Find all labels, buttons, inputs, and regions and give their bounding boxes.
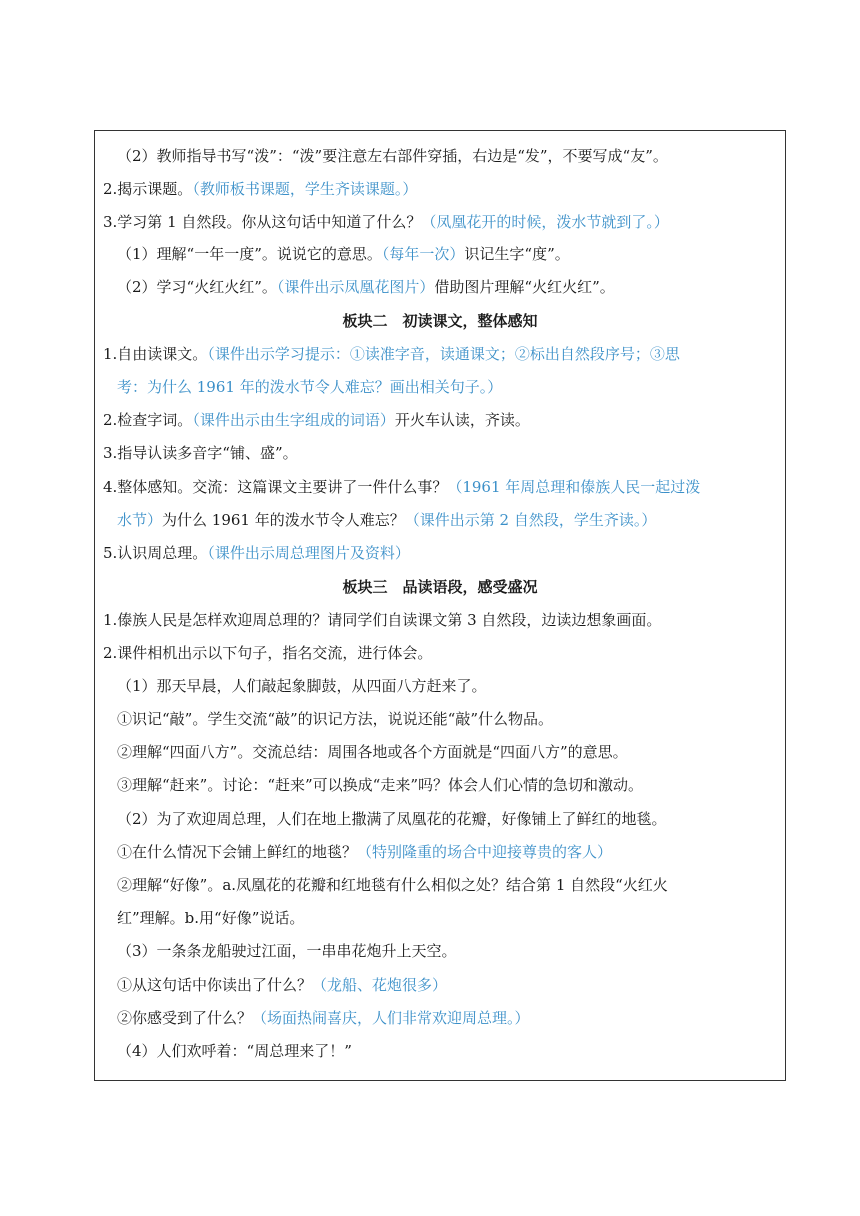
- text-segment: 1.自由读课文。: [103, 345, 208, 363]
- text-line: [95, 842, 807, 862]
- text-line: [95, 244, 807, 264]
- text-segment: （4）人们欢呼着：“周总理来了！”: [117, 1042, 352, 1060]
- answer-hint: （课件出示周总理图片及资料）: [207, 544, 410, 562]
- text-segment: ②你感受到了什么？: [117, 1009, 253, 1027]
- text-line: [95, 908, 807, 928]
- text-line: [95, 477, 793, 497]
- text-segment: 识记生字“度”。: [464, 245, 570, 263]
- text-line: [95, 212, 793, 232]
- text-segment: ①识记“敲”。学生交流“敲”的识记方法，说说还能“敲”什么物品。: [117, 710, 554, 728]
- text-segment: 3.学习第 1 自然段。你从这句话中知道了什么？: [103, 213, 422, 231]
- text-line: [95, 344, 793, 364]
- text-line: [95, 809, 807, 829]
- text-segment: ①从这句话中你读出了什么？: [117, 976, 313, 994]
- text-line: [95, 410, 793, 430]
- lesson-text: [95, 131, 785, 1080]
- text-line: [95, 1008, 807, 1028]
- answer-hint: 考：为什么 1961 年的泼水节令人难忘？画出相关句子。）: [117, 378, 503, 396]
- text-segment: 1.傣族人民是怎样欢迎周总理的？请同学们自读课文第 3 自然段，边读边想象画面。: [103, 611, 662, 629]
- text-segment: 3.指导认读多音字“铺、盛”。: [103, 444, 298, 462]
- text-segment: 开火车认读，齐读。: [394, 411, 530, 429]
- text-line: [95, 179, 793, 199]
- text-line: [95, 742, 807, 762]
- text-segment: ③理解“赶来”。讨论：“赶来”可以换成“走来”吗？体会人们心情的急切和激动。: [117, 776, 644, 794]
- text-line: [95, 146, 807, 166]
- answer-hint: （课件出示由生字组成的词语）: [192, 411, 395, 429]
- text-segment: 4.整体感知。交流：这篇课文主要讲了一件什么事？: [103, 478, 448, 496]
- text-segment: 为什么 1961 年的泼水节令人难忘？: [162, 511, 405, 529]
- text-line: [95, 543, 793, 563]
- text-line: [95, 610, 793, 630]
- section-heading: [95, 311, 785, 331]
- text-line: [95, 643, 793, 663]
- text-line: [95, 1041, 807, 1061]
- answer-hint: （场面热闹喜庆，人们非常欢迎周总理。）: [252, 1009, 530, 1027]
- text-segment: （2）教师指导书写“泼”：“泼”要注意左右部件穿插，右边是“发”，不要写成“友”。: [117, 147, 668, 165]
- answer-hint: （课件出示凤凰花图片）: [276, 278, 435, 296]
- text-line: [95, 510, 807, 530]
- answer-hint: （课件出示第 2 自然段，学生齐读。）: [404, 511, 657, 529]
- text-segment: 2.揭示课题。: [103, 180, 193, 198]
- answer-hint: （课件出示学习提示：①读准字音，读通课文；②标出自然段序号；③思: [207, 345, 680, 363]
- text-line: [95, 775, 807, 795]
- text-segment: （2）学习“火红火红”。: [117, 278, 277, 296]
- text-segment: ②理解“四面八方”。交流总结：周围各地或各个方面就是“四面八方”的意思。: [117, 743, 628, 761]
- answer-hint: （1961 年周总理和傣族人民一起过泼: [447, 478, 701, 496]
- text-segment: 2.检查字词。: [103, 411, 193, 429]
- text-segment: 借助图片理解“火红火红”。: [434, 278, 615, 296]
- lesson-plan-table: [94, 130, 786, 1081]
- text-segment: 板块三 品读语段，感受盛况: [342, 578, 538, 596]
- text-segment: （3）一条条龙船驶过江面，一串串花炮升上天空。: [117, 942, 457, 960]
- text-line: [95, 875, 807, 895]
- answer-hint: （龙船、花炮很多）: [312, 976, 448, 994]
- text-segment: ①在什么情况下会铺上鲜红的地毯？: [117, 843, 358, 861]
- text-segment: 红”理解。b.用“好像”说话。: [117, 909, 305, 927]
- text-segment: ②理解“好像”。a.凤凰花的花瓣和红地毯有什么相似之处？结合第 1 自然段“火红火: [117, 876, 668, 894]
- text-segment: 2.课件相机出示以下句子，指名交流，进行体会。: [103, 644, 433, 662]
- text-segment: 5.认识周总理。: [103, 544, 208, 562]
- text-line: [95, 709, 807, 729]
- section-heading: [95, 577, 785, 597]
- text-line: [95, 377, 807, 397]
- text-line: [95, 277, 807, 297]
- text-segment: 板块二 初读课文，整体感知: [342, 312, 538, 330]
- text-line: [95, 676, 807, 696]
- text-line: [95, 941, 807, 961]
- text-line: [95, 443, 793, 463]
- text-segment: （2）为了欢迎周总理，人们在地上撒满了凤凰花的花瓣，好像铺上了鲜红的地毯。: [117, 810, 667, 828]
- text-line: [95, 975, 807, 995]
- answer-hint: 水节）: [117, 511, 163, 529]
- answer-hint: （教师板书课题，学生齐读课题。）: [192, 180, 418, 198]
- answer-hint: （每年一次）: [381, 245, 465, 263]
- text-segment: （1）理解“一年一度”。说说它的意思。: [117, 245, 382, 263]
- answer-hint: （特别隆重的场合中迎接尊贵的客人）: [357, 843, 613, 861]
- answer-hint: （凤凰花开的时候，泼水节就到了。）: [421, 213, 669, 231]
- text-segment: （1）那天早晨，人们敲起象脚鼓，从四面八方赶来了。: [117, 677, 487, 695]
